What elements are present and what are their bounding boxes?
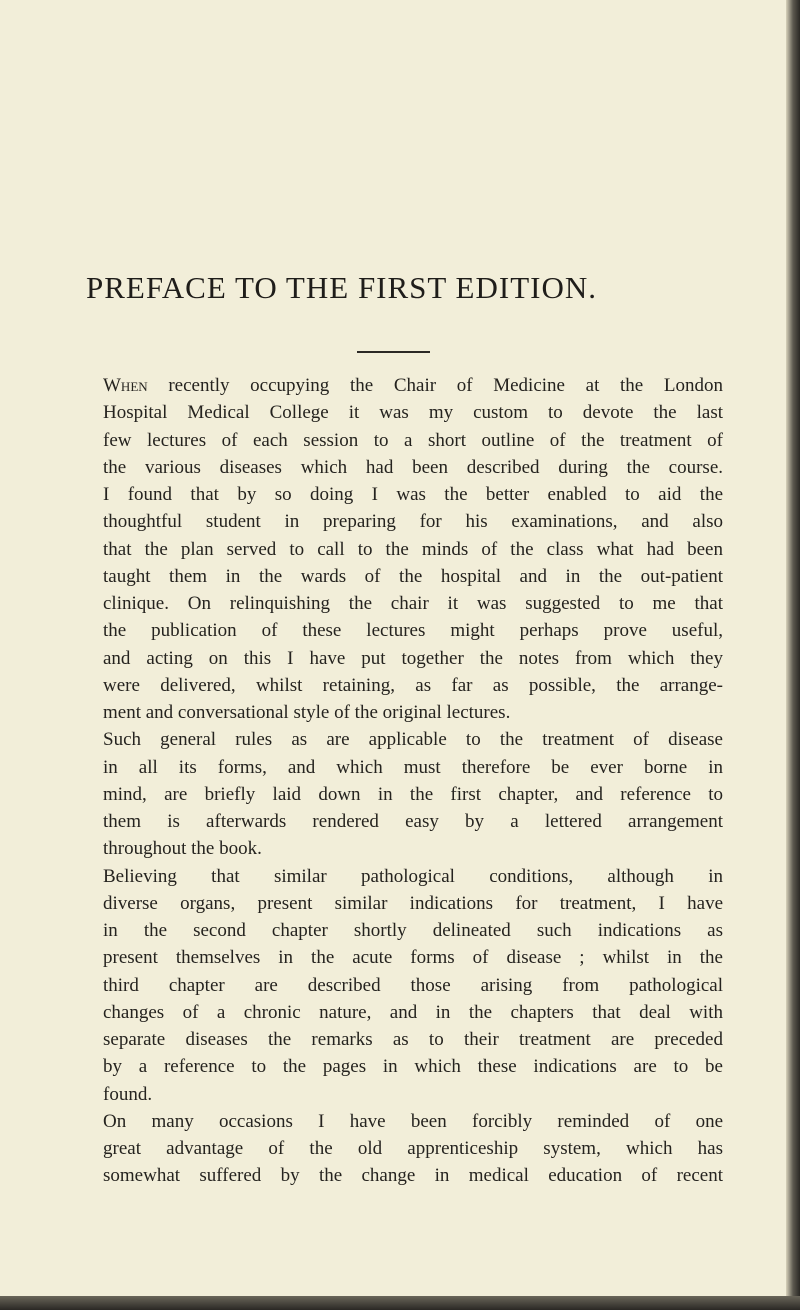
text-line-content: recently occupying the Chair of Medicine at the London — [147, 375, 723, 396]
page-title: PREFACE TO THE FIRST EDITION. — [86, 270, 597, 305]
text-line: in the second chapter shortly delineated such indications as — [103, 920, 723, 941]
text-line: thoughtful student in preparing for his examinations, and also — [103, 511, 723, 533]
text-line: the publication of these lectures might perhaps prove useful, — [103, 620, 723, 642]
text-line: found. — [103, 1083, 153, 1105]
text-line — [103, 372, 723, 399]
opening-word: When — [103, 375, 148, 396]
title-divider — [357, 351, 430, 353]
text-line: clinique. On relinquishing the chair it was suggested to me that — [103, 593, 723, 614]
text-line: by a reference to the pages in which these indications are to be — [103, 1056, 723, 1078]
preface-body — [103, 372, 723, 1190]
page-bottom-edge-shadow — [0, 1296, 800, 1310]
text-line: that the plan served to call to the minds of the class what had been — [103, 538, 723, 560]
page-right-edge-shadow — [786, 0, 800, 1310]
text-line: present themselves in the acute forms of disease ; whilst in the — [103, 947, 723, 969]
text-line: few lectures of each session to a short outline of the treatment of — [103, 429, 723, 451]
text-line: taught them in the wards of the hospital and in the out-patient — [103, 565, 723, 587]
text-line: were delivered, whilst retaining, as far as possible, the arrange- — [103, 674, 723, 696]
text-line: in all its forms, and which must therefore be ever borne in — [103, 756, 723, 778]
text-line: them is afterwards rendered easy by a lettered arrangement — [103, 811, 723, 832]
text-line: On many occasions I have been forcibly reminded of one — [103, 1110, 723, 1132]
text-line: throughout the book. — [103, 838, 262, 860]
text-line: I found that by so doing I was the better enabled to aid the — [103, 484, 723, 505]
text-line: changes of a chronic nature, and in the chapters that deal with — [103, 1001, 723, 1023]
text-line: great advantage of the old apprenticeship system, which has — [103, 1138, 723, 1159]
text-line: Believing that similar pathological conditions, although in — [103, 865, 723, 887]
text-line: mind, are briefly laid down in the first chapter, and reference to — [103, 783, 723, 805]
text-line: and acting on this I have put together the notes from which they — [103, 647, 723, 669]
text-line: Hospital Medical College it was my custom to devote the last — [103, 402, 723, 424]
text-line: ment and conversational style of the original lectures. — [103, 702, 511, 723]
text-line: somewhat suffered by the change in medical education of recent — [103, 1165, 723, 1187]
text-line: third chapter are described those arising from pathological — [103, 974, 723, 996]
text-line: the various diseases which had been described during the course. — [103, 456, 723, 478]
text-line: Such general rules as are applicable to the treatment of disease — [103, 729, 723, 751]
text-line: separate diseases the remarks as to their treatment are preceded — [103, 1029, 723, 1050]
text-line: diverse organs, present similar indications for treatment, I have — [103, 892, 723, 914]
